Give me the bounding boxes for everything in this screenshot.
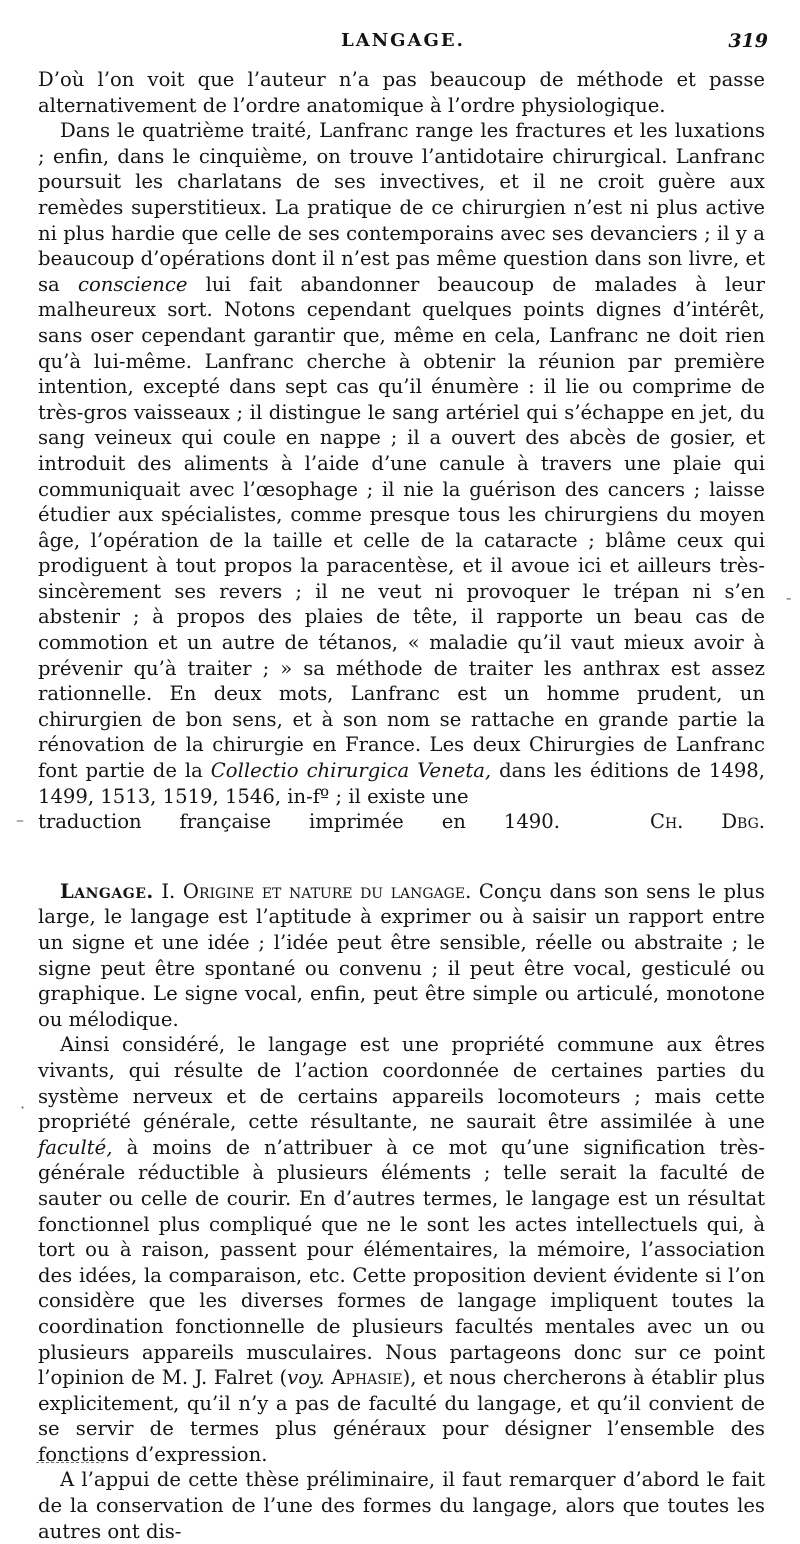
emphasis-text: faculté, (38, 1135, 113, 1159)
page-number: 319 (728, 30, 768, 52)
margin-mark: · (20, 1098, 26, 1117)
entry-paragraph (38, 879, 765, 1033)
section-gap (38, 835, 765, 879)
paragraph-text: A l’appui de cette thèse préliminaire, il faut remarquer d’abord le fait de la conservation de l’une des formes du langage, alors que toutes les autres ont dis- (38, 1468, 765, 1543)
entry-subtitle: Origine et nature du langage. (182, 879, 472, 903)
author-signature: Ch. Dbg. (649, 810, 766, 834)
paragraph-text: D’où l’on voit que l’auteur n’a pas beaucoup de méthode et passe alternativement de l’ordre anatomique à l’ordre physiologique. (38, 68, 765, 117)
margin-mark: – (16, 810, 24, 829)
paragraph (38, 1467, 765, 1544)
paragraph (38, 1032, 765, 1467)
paragraph-text: Ainsi considéré, le langage est une propriété commune aux êtres vivants, qui résulte de l’action coordonnée de certaines parties du système nerveux et de certains appareils locomoteurs ; mais cette propriété générale, cette résultante, ne saurait être assimilée à une (38, 1033, 765, 1134)
paragraph-text: dans les éditions de 1498, 1499, 1513, 1519, 1546, in-fº ; il existe une (38, 759, 765, 808)
running-head-title: LANGAGE. (341, 30, 465, 51)
emphasis-text: conscience (77, 272, 188, 296)
paragraph-text: lui fait abandonner beaucoup de malades à leur malheureux sort. Notons cependant quelques points dignes d’intérêt, sans oser cependant garantir que, même en cela, Lanfranc ne doit rien qu’à lui-même. Lanfranc cherche à obtenir la réunion par première intention, excepté dans sept cas qu’il énumère : il lie ou comprime de très-gros vaisseaux ; il distingue le sang artériel qui s’échappe en jet, du sang veineux qui coule en nappe ; il a ouvert des abcès de gosier, et introduit des aliments à l’aide d’une canule à travers une plaie qui communiquait avec l’œsophage ; il nie la guérison des cancers ; laisse étudier aux spécialistes, comme presque tous les chirurgiens du moyen âge, l’opération de la taille et celle de la cataracte ; blâme ceux qui prodiguent à tout propos la paracentèse, et il avoue ici et ailleurs très-sincèrement ses revers ; il ne veut ni provoquer le trépan ni s’en abstenir ; à propos des plaies de tête, il rapporte un beau cas de commotion et un autre de tétanos, « maladie qu’il vaut mieux avoir à prévenir qu’à traiter ; » sa méthode de traiter les anthrax est assez rationnelle. En deux mots, Lanfranc est un homme prudent, un chirurgien de bon sens, et à son nom se rattache en grande partie la rénovation de la chirurgie en France. Les deux Chirurgies de Lanfranc font partie de la (38, 272, 765, 783)
signature-line (38, 809, 765, 835)
emphasis-text: voy. (287, 1366, 325, 1390)
entry-title: Langage. (60, 879, 154, 903)
margin-mark: - (786, 588, 792, 607)
paragraph (38, 118, 765, 809)
paragraph (38, 67, 765, 118)
paragraph-text: ), et nous chercherons à établir plus explicitement, qu’il n’y a pas de faculté du langage, et qu’il convient de se servir de termes plus généraux pour désigner l’ensemble des fonctions d’expression. (38, 1366, 765, 1466)
running-head (38, 30, 768, 60)
emphasis-text: Collectio chirurgica Veneta, (210, 759, 492, 783)
footer-rule (36, 1462, 104, 1463)
text-column (38, 67, 765, 1544)
paragraph-text: à moins de n’attribuer à ce mot qu’une signification très-générale réductible à plusieurs éléments ; telle serait la faculté de sauter ou celle de courir. En d’autres termes, le langage est un résultat fonctionnel plus compliqué que ne le sont les actes intellectuels qui, à tort ou à raison, passent pour élémentaires, la mémoire, l’association des idées, la comparaison, etc. Cette proposition devient évidente si l’on considère que les diverses formes de langage impliquent toutes la coordination fonctionnelle de plusieurs facultés mentales avec un ou plusieurs appareils musculaires. Nous partageons donc sur ce point l’opinion de M. J. Falret ( (38, 1135, 765, 1390)
paragraph-text: traduction française imprimée en 1490. (38, 810, 560, 834)
paragraph-text: Conçu dans son sens le plus large, le langage est l’aptitude à exprimer ou à saisir un rapport entre un signe et une idée ; l’idée peut être sensible, réelle ou abstraite ; le signe peut être spontané ou convenu ; il peut être vocal, gesticulé ou graphique. Le signe vocal, enfin, peut être simple ou articulé, monotone ou mélodique. (38, 879, 765, 1031)
cross-reference: Aphasie (324, 1366, 403, 1390)
paragraph-text: Dans le quatrième traité, Lanfranc range les fractures et les luxations ; enfin, dans le cinquième, on trouve l’antidotaire chirurgical. Lanfranc poursuit les charlatans de ses invectives, et il ne croit guère aux remèdes superstitieux. La pratique de ce chirurgien n’est ni plus active ni plus hardie que celle de ses contemporains avec ses devanciers ; il y a beaucoup d’opérations dont il n’est pas même question dans son livre, et sa (38, 119, 765, 296)
entry-number: I. (161, 879, 176, 903)
